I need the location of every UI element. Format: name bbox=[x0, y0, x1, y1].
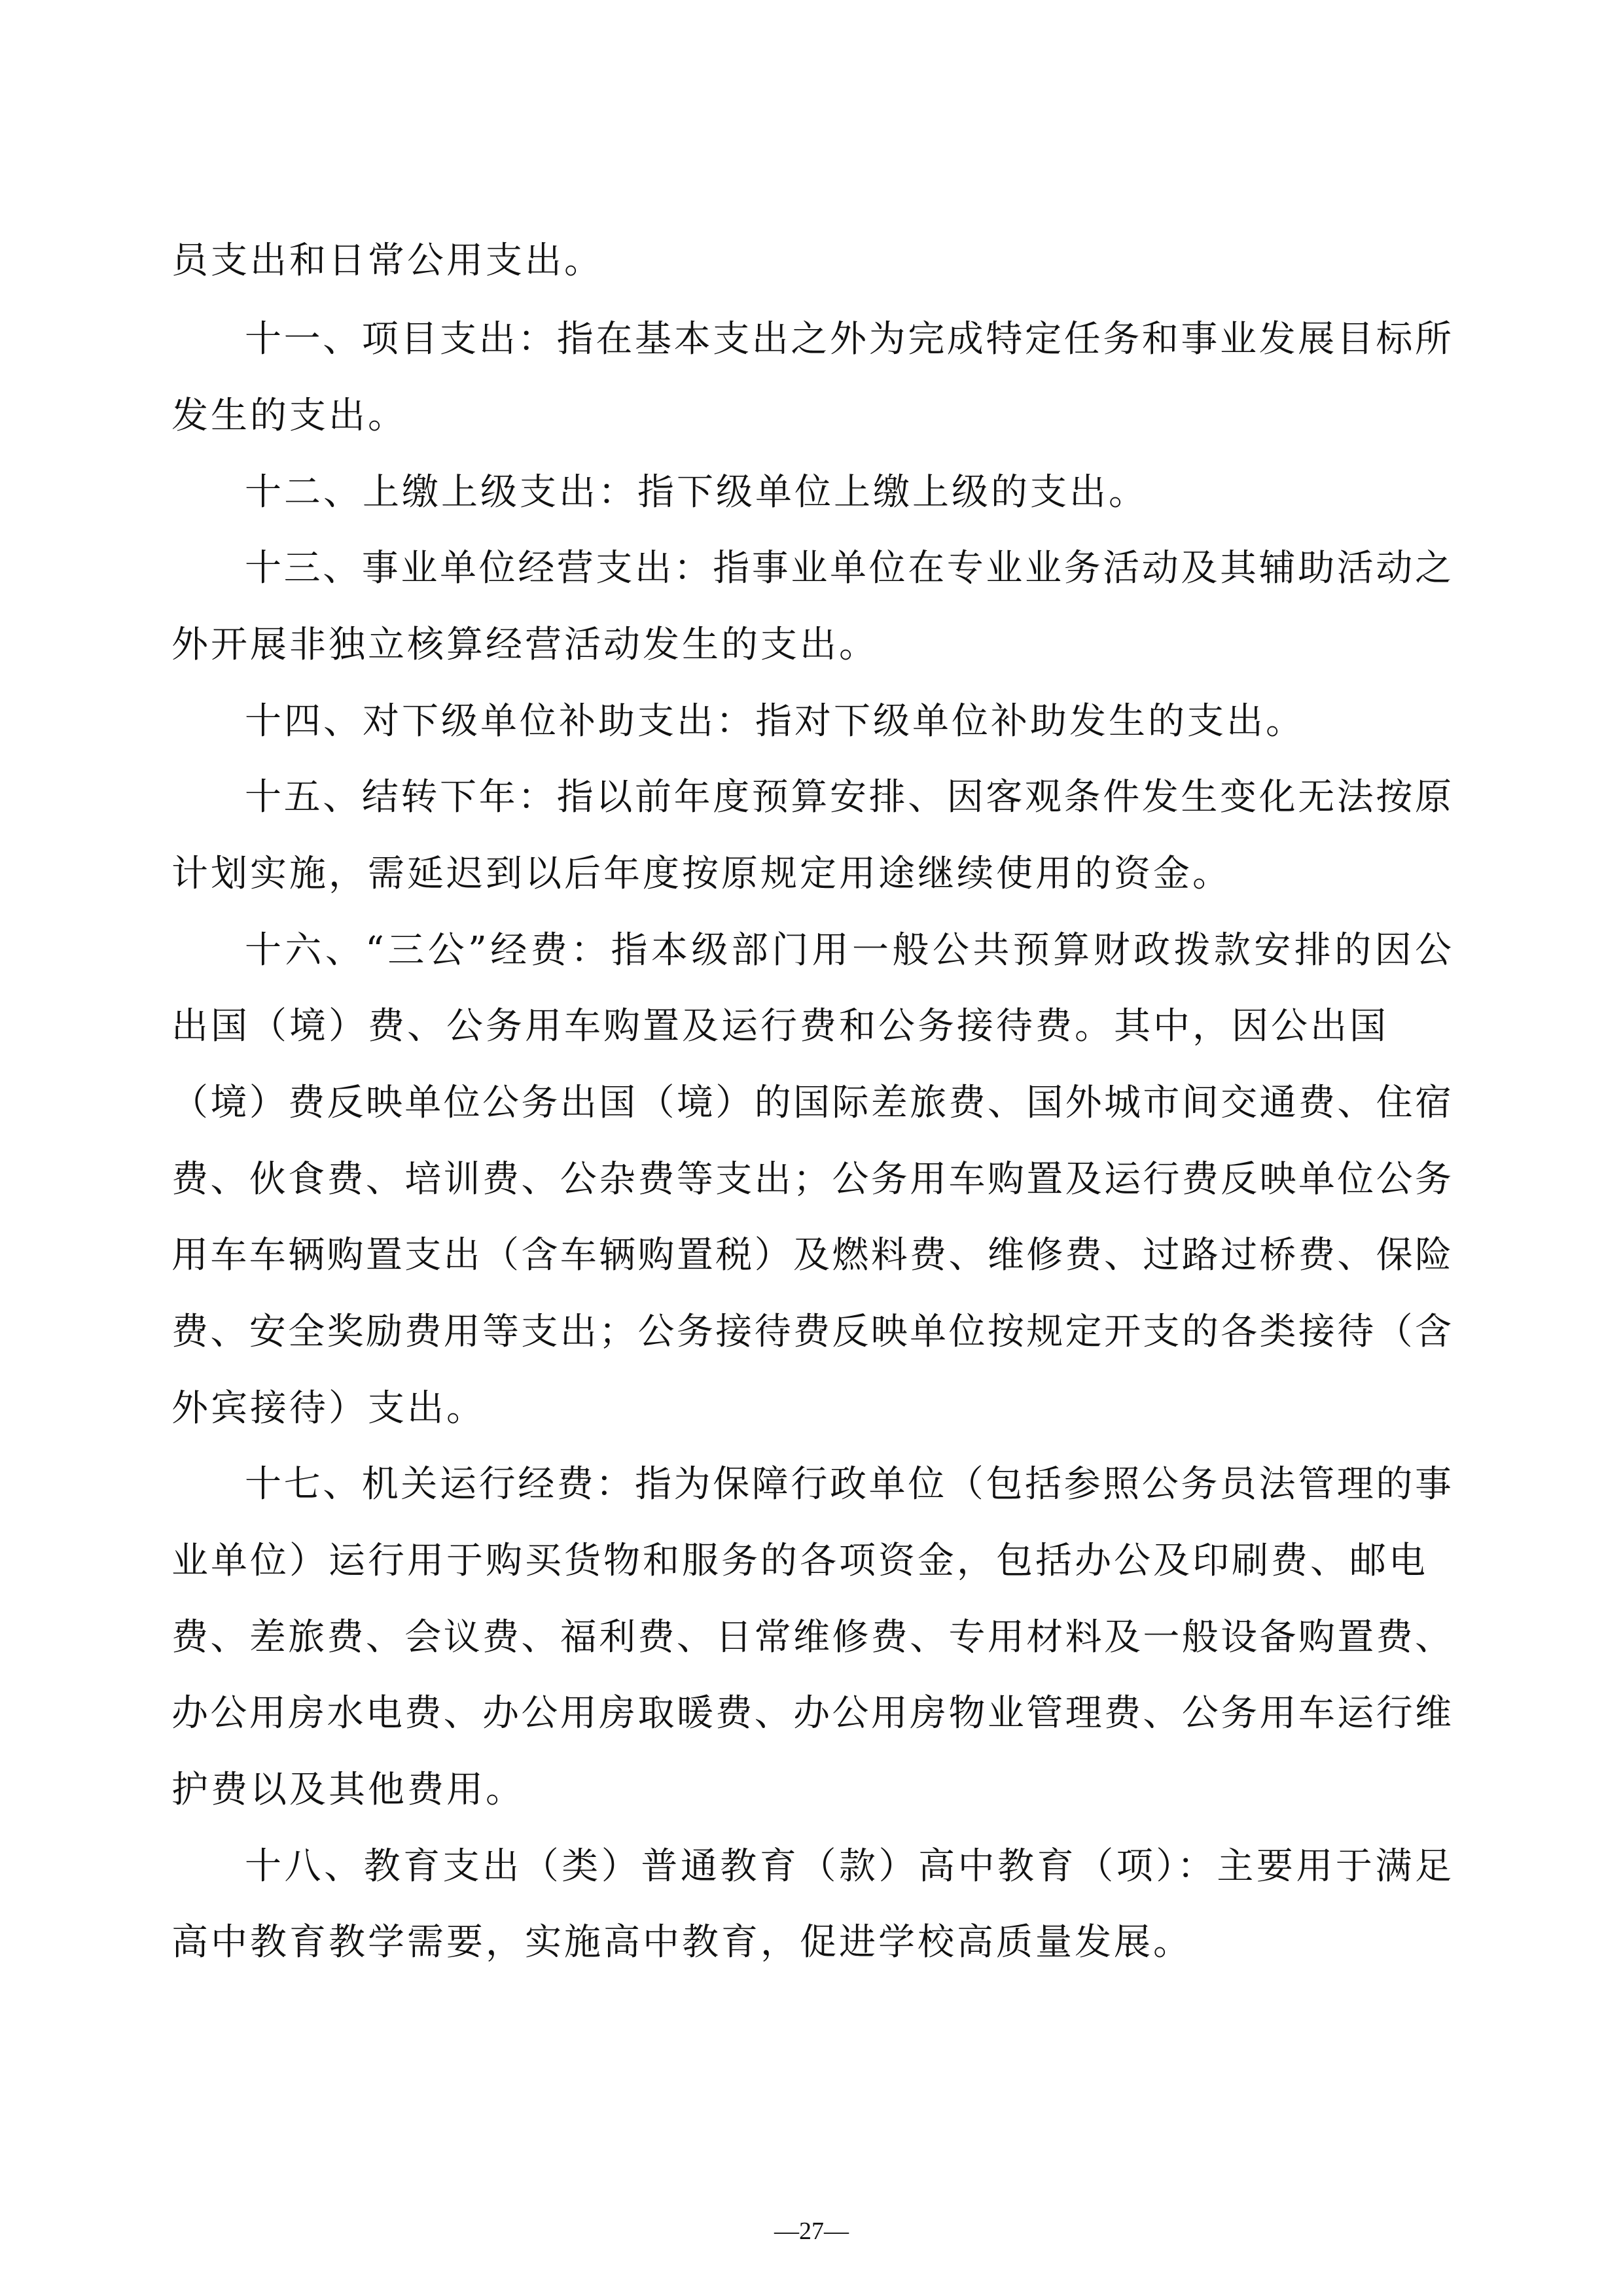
paragraph-11-line-2: 发生的支出。 bbox=[171, 395, 407, 437]
paragraph-11-line-1: 十一、项目支出：指在基本支出之外为完成特定任务和事业发展目标所 bbox=[245, 318, 1452, 361]
paragraph-12: 十二、上缴上级支出：指下级单位上缴上级的支出。 bbox=[245, 471, 1148, 514]
text-line: 员支出和日常公用支出。 bbox=[171, 239, 603, 282]
paragraph-17-line-2: 业单位）运行用于购买货物和服务的各项资金，包括办公及印刷费、邮电 bbox=[171, 1540, 1428, 1582]
paragraph-13-line-2: 外开展非独立核算经营活动发生的支出。 bbox=[171, 624, 878, 666]
paragraph-16-line-4: 费、伙食费、培训费、公杂费等支出；公务用车购置及运行费反映单位公务 bbox=[171, 1158, 1452, 1201]
page-number: —27— bbox=[774, 2217, 849, 2245]
paragraph-16-line-5: 用车车辆购置支出（含车辆购置税）及燃料费、维修费、过路过桥费、保险 bbox=[171, 1234, 1452, 1277]
paragraph-17-line-3: 费、差旅费、会议费、福利费、日常维修费、专用材料及一般设备购置费、 bbox=[171, 1616, 1452, 1659]
paragraph-16-line-1: 十六、“三公”经费：指本级部门用一般公共预算财政拨款安排的因公 bbox=[245, 929, 1452, 972]
paragraph-15-line-2: 计划实施，需延迟到以后年度按原规定用途继续使用的资金。 bbox=[171, 853, 1232, 895]
paragraph-14: 十四、对下级单位补助支出：指对下级单位补助发生的支出。 bbox=[245, 700, 1305, 743]
paragraph-17-line-1: 十七、机关运行经费：指为保障行政单位（包括参照公务员法管理的事 bbox=[245, 1463, 1452, 1506]
paragraph-13-line-1: 十三、事业单位经营支出：指事业单位在专业业务活动及其辅助活动之 bbox=[245, 547, 1452, 590]
paragraph-16-line-6: 费、安全奖励费用等支出；公务接待费反映单位按规定开支的各类接待（含 bbox=[171, 1311, 1452, 1353]
paragraph-17-line-5: 护费以及其他费用。 bbox=[171, 1769, 525, 1811]
paragraph-16-line-2: 出国（境）费、公务用车购置及运行费和公务接待费。其中，因公出国 bbox=[171, 1005, 1389, 1048]
paragraph-16-line-3: （境）费反映单位公务出国（境）的国际差旅费、国外城市间交通费、住宿 bbox=[171, 1082, 1452, 1124]
paragraph-18-line-2: 高中教育教学需要，实施高中教育，促进学校高质量发展。 bbox=[171, 1921, 1192, 1964]
paragraph-18-line-1: 十八、教育支出（类）普通教育（款）高中教育（项）：主要用于满足 bbox=[245, 1845, 1452, 1888]
paragraph-17-line-4: 办公用房水电费、办公用房取暖费、办公用房物业管理费、公务用车运行维 bbox=[171, 1692, 1452, 1735]
paragraph-15-line-1: 十五、结转下年：指以前年度预算安排、因客观条件发生变化无法按原 bbox=[245, 776, 1452, 819]
paragraph-16-line-7: 外宾接待）支出。 bbox=[171, 1387, 486, 1430]
